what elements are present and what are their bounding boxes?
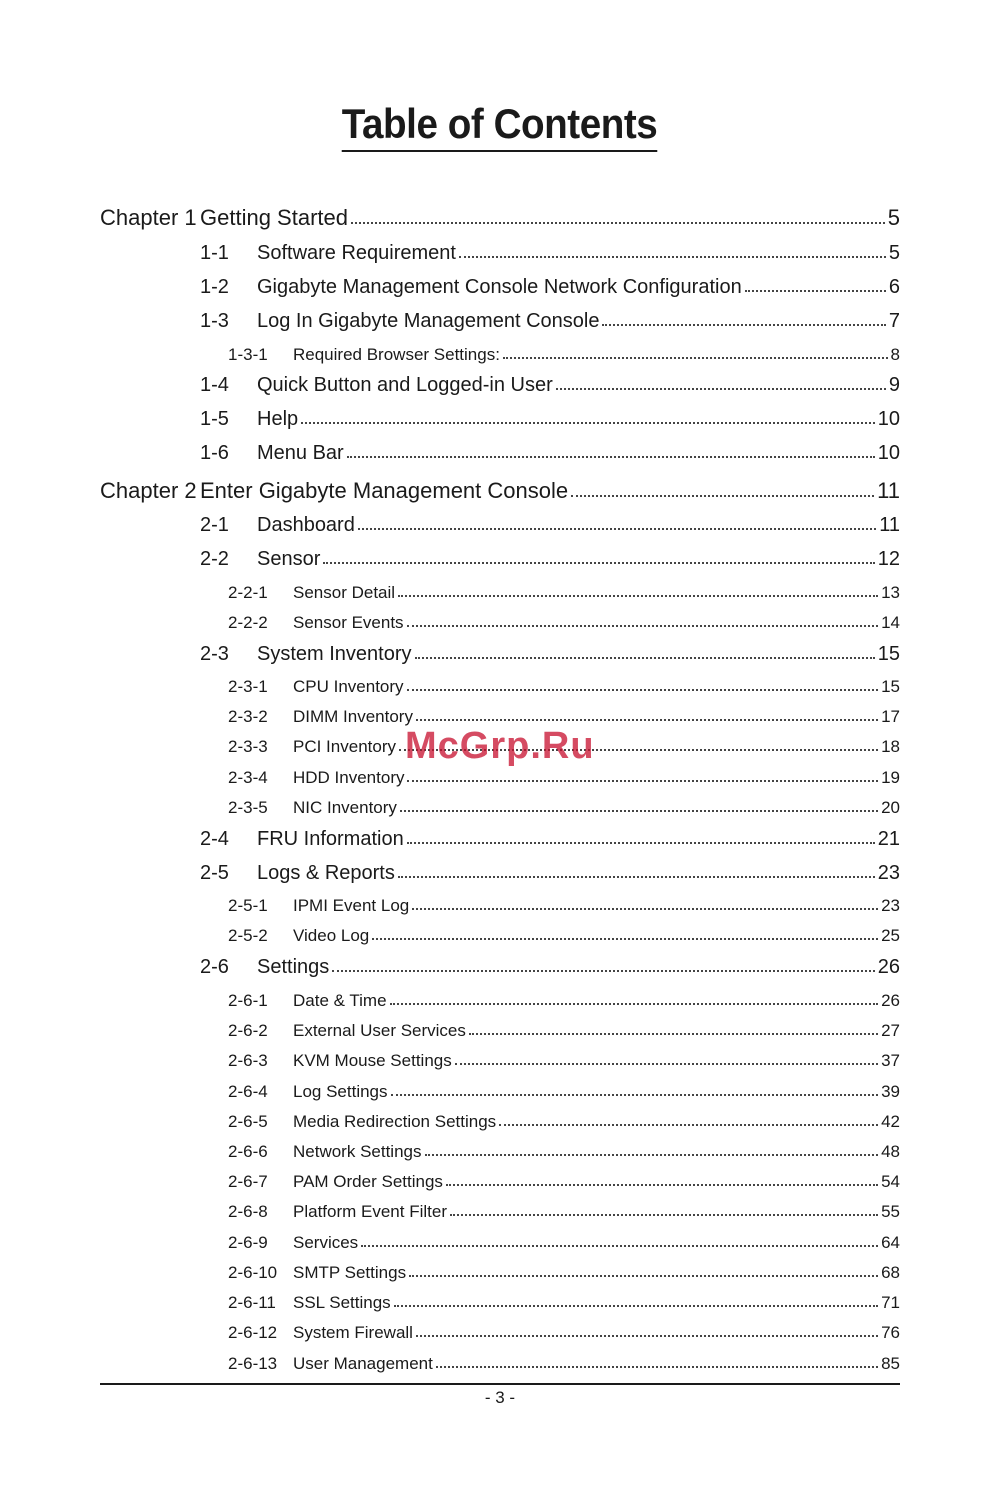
toc-entry-number: 2-6-12	[228, 1323, 278, 1342]
dot-leader	[372, 938, 878, 940]
toc-entry-page: 10	[877, 442, 900, 464]
dot-leader	[394, 1305, 878, 1307]
dot-leader	[459, 256, 886, 258]
dot-leader	[469, 1033, 878, 1035]
dot-leader	[400, 810, 878, 812]
toc-entry-label: Sensor	[257, 548, 321, 570]
toc-entry-number: 2-6-9	[228, 1233, 268, 1252]
dot-leader	[398, 595, 878, 597]
toc-entry-label: Quick Button and Logged-in User	[257, 374, 553, 396]
toc-entry-page: 19	[881, 768, 900, 787]
toc-entry[interactable]	[200, 242, 900, 265]
toc-entry-page: 37	[881, 1051, 900, 1070]
toc-entry-number: 2-3-4	[228, 768, 268, 787]
toc-entry-label: Sensor Detail	[293, 583, 396, 602]
toc-entry[interactable]	[228, 613, 900, 633]
dot-leader	[450, 1214, 878, 1216]
toc-entry[interactable]	[228, 896, 900, 916]
toc-entry-number: 1-4	[200, 374, 229, 396]
toc-entry[interactable]	[228, 677, 900, 697]
dot-leader	[398, 876, 875, 878]
dot-leader	[455, 1063, 878, 1065]
toc-entry-number: 2-2-2	[228, 613, 268, 632]
toc-entry-page: 21	[877, 828, 900, 850]
toc-entry-number: 2-3-5	[228, 798, 268, 817]
toc-entry-label: Software Requirement	[257, 242, 456, 264]
toc-entry[interactable]	[228, 1172, 900, 1192]
toc-entry-label: DIMM Inventory	[293, 707, 413, 726]
toc-entry-page: 54	[881, 1172, 900, 1191]
toc-entry[interactable]	[228, 926, 900, 946]
toc-entry-number: 2-6-1	[228, 991, 268, 1010]
toc-entry-page: 39	[881, 1082, 900, 1101]
toc-entry-number: 2-4	[200, 828, 229, 850]
toc-entry-number: 1-3-1	[228, 345, 268, 364]
toc-entry-label: Video Log	[293, 926, 370, 945]
toc-entry-number: 2-6-2	[228, 1021, 268, 1040]
toc-entry-number: 1-5	[200, 408, 229, 430]
toc-entry-page: 5	[887, 205, 900, 230]
toc-entry-label: KVM Mouse Settings	[293, 1051, 452, 1070]
toc-entry-page: 12	[877, 548, 900, 570]
watermark: McGrp.Ru	[405, 725, 595, 767]
dot-leader	[556, 388, 886, 390]
dot-leader	[332, 970, 874, 972]
toc-entry-number: 2-2	[200, 548, 229, 570]
dot-leader	[347, 456, 875, 458]
toc-entry-number: 2-6-11	[228, 1293, 276, 1312]
dot-leader	[407, 689, 879, 691]
toc-entry-page: 71	[881, 1293, 900, 1312]
toc-entry-page: 9	[888, 374, 900, 396]
toc-entry-number: 2-6	[200, 956, 229, 978]
toc-entry-label: External User Services	[293, 1021, 466, 1040]
toc-entry-label: Menu Bar	[257, 442, 344, 464]
toc-entry-number: 2-3-2	[228, 707, 268, 726]
toc-entry-label: Gigabyte Management Console Network Configuration	[257, 276, 742, 298]
toc-entry-number: 2-3-3	[228, 737, 268, 756]
dot-leader	[416, 1335, 878, 1337]
dot-leader	[415, 657, 875, 659]
toc-entry-number: 2-6-3	[228, 1051, 268, 1070]
toc-entry-label: Required Browser Settings:	[293, 345, 500, 364]
toc-entry-number: 2-6-5	[228, 1112, 268, 1131]
toc-entry[interactable]	[200, 276, 900, 299]
toc-entry-label: HDD Inventory	[293, 768, 405, 787]
toc-entry[interactable]	[200, 862, 900, 885]
toc-entry-label: Settings	[257, 956, 330, 978]
toc-entry-page: 48	[881, 1142, 900, 1161]
toc-entry-label: NIC Inventory	[293, 798, 397, 817]
toc-entry-page: 17	[881, 707, 900, 726]
toc-entry-number: 1-2	[200, 276, 229, 298]
toc-entry-label: SSL Settings	[293, 1293, 391, 1312]
toc-entry-label: IPMI Event Log	[293, 896, 410, 915]
toc-entry-label: Log In Gigabyte Management Console	[257, 310, 600, 332]
dot-leader	[407, 842, 875, 844]
toc-entry[interactable]	[200, 643, 900, 666]
toc-entry[interactable]	[228, 1323, 900, 1343]
dot-leader	[436, 1366, 878, 1368]
dot-leader	[351, 222, 885, 224]
toc-entry-number: 1-3	[200, 310, 229, 332]
toc-entry-page: 15	[881, 677, 900, 696]
toc-entry[interactable]	[228, 1142, 900, 1162]
toc-entry-label: Services	[293, 1233, 359, 1252]
toc-entry-page: 13	[881, 583, 900, 602]
toc-entry-page: 27	[881, 1021, 900, 1040]
toc-entry[interactable]	[228, 345, 900, 365]
toc-entry-label: User Management	[293, 1354, 433, 1373]
page-title: Table of Contents	[342, 100, 658, 152]
page-title-wrap	[0, 100, 1000, 152]
toc-entry-number: Chapter 2	[100, 478, 197, 503]
toc-entry-page: 5	[888, 242, 900, 264]
toc-entry[interactable]	[200, 828, 900, 851]
toc-entry[interactable]	[228, 707, 900, 727]
dot-leader	[407, 780, 878, 782]
toc-entry-number: 2-5-2	[228, 926, 268, 945]
toc-entry-number: 2-2-1	[228, 583, 268, 602]
toc-entry-number: 2-6-13	[228, 1354, 278, 1373]
toc-entry-number: 2-3-1	[228, 677, 268, 696]
dot-leader	[361, 1245, 878, 1247]
toc-entry-page: 76	[881, 1323, 900, 1342]
dot-leader	[416, 719, 878, 721]
toc-entry-label: Enter Gigabyte Management Console	[200, 478, 569, 503]
toc-entry-page: 20	[881, 798, 900, 817]
toc-entry-label: Network Settings	[293, 1142, 422, 1161]
toc-entry-number: Chapter 1	[100, 205, 197, 230]
footer-rule	[100, 1383, 900, 1385]
toc-entry-label: Help	[257, 408, 299, 430]
toc-entry-number: 2-5	[200, 862, 229, 884]
toc-entry-page: 23	[877, 862, 900, 884]
toc-entry-label: SMTP Settings	[293, 1263, 407, 1282]
toc-entry[interactable]	[228, 1233, 900, 1253]
toc-entry-number: 2-5-1	[228, 896, 268, 915]
dot-leader	[391, 1094, 879, 1096]
toc-entry-label: PCI Inventory	[293, 737, 396, 756]
toc-entry-label: Sensor Events	[293, 613, 404, 632]
dot-leader	[745, 290, 886, 292]
dot-leader	[499, 1124, 878, 1126]
toc-entry[interactable]	[228, 1082, 900, 1102]
toc-entry-label: Logs & Reports	[257, 862, 395, 884]
toc-entry[interactable]	[200, 514, 900, 537]
dot-leader	[409, 1275, 878, 1277]
toc-entry-label: Platform Event Filter	[293, 1202, 447, 1221]
toc-entry[interactable]	[228, 1202, 900, 1222]
toc-entry[interactable]	[100, 478, 900, 504]
toc-entry[interactable]	[228, 1021, 900, 1041]
dot-leader	[446, 1184, 878, 1186]
toc-entry-page: 18	[881, 737, 900, 756]
dot-leader	[390, 1003, 879, 1005]
toc-entry-page: 64	[881, 1233, 900, 1252]
toc-entry[interactable]	[200, 548, 900, 571]
toc-entry-label: CPU Inventory	[293, 677, 404, 696]
toc-entry-page: 15	[877, 643, 900, 665]
toc-entry-label: FRU Information	[257, 828, 404, 850]
toc-entry-label: Date & Time	[293, 991, 387, 1010]
toc-entry[interactable]	[228, 991, 900, 1011]
dot-leader	[407, 625, 879, 627]
dot-leader	[425, 1154, 879, 1156]
toc-entry-number: 2-6-8	[228, 1202, 268, 1221]
toc-entry[interactable]	[100, 205, 900, 231]
toc-entry-label: Getting Started	[200, 205, 348, 230]
toc-entry[interactable]	[200, 442, 900, 465]
toc-entry-number: 2-6-7	[228, 1172, 268, 1191]
toc-entry-page: 6	[888, 276, 900, 298]
toc-entry[interactable]	[228, 1263, 900, 1283]
toc-entry-page: 55	[881, 1202, 900, 1221]
toc-entry-label: Media Redirection Settings	[293, 1112, 497, 1131]
toc-entry-number: 1-6	[200, 442, 229, 464]
toc-entry-page: 26	[877, 956, 900, 978]
toc-entry-label: PAM Order Settings	[293, 1172, 443, 1191]
toc-entry-page: 11	[877, 478, 900, 503]
toc-entry-page: 25	[881, 926, 900, 945]
toc-entry[interactable]	[228, 1354, 900, 1374]
toc-entry-page: 26	[881, 991, 900, 1010]
toc-entry-page: 11	[879, 514, 900, 536]
toc-entry-number: 2-6-4	[228, 1082, 268, 1101]
toc-entry-page: 42	[881, 1112, 900, 1131]
dot-leader	[301, 422, 875, 424]
dot-leader	[323, 562, 874, 564]
toc-entry[interactable]	[228, 583, 900, 603]
toc-entry-label: System Firewall	[293, 1323, 413, 1342]
toc-entry[interactable]	[200, 374, 900, 397]
dot-leader	[571, 495, 874, 497]
toc-entry[interactable]	[228, 1112, 900, 1132]
toc-entry[interactable]	[200, 310, 900, 333]
toc-entry-number: 2-3	[200, 643, 229, 665]
dot-leader	[358, 528, 876, 530]
toc-entry-number: 2-6-10	[228, 1263, 278, 1282]
toc-entry[interactable]	[228, 768, 900, 788]
toc-entry[interactable]	[228, 1293, 900, 1313]
toc-entry-page: 85	[881, 1354, 900, 1373]
toc-entry-page: 7	[888, 310, 900, 332]
toc-entry-page: 68	[881, 1263, 900, 1282]
toc-entry[interactable]	[200, 408, 900, 431]
toc-entry-page: 10	[877, 408, 900, 430]
page-number: - 3 -	[484, 1388, 516, 1407]
dot-leader	[412, 908, 878, 910]
toc-entry-number: 2-6-6	[228, 1142, 268, 1161]
dot-leader	[602, 324, 885, 326]
toc-entry-label: System Inventory	[257, 643, 412, 665]
toc-entry-number: 1-1	[200, 242, 229, 264]
toc-entry-number: 2-1	[200, 514, 229, 536]
toc-entry-page: 14	[881, 613, 900, 632]
toc-entry-label: Log Settings	[293, 1082, 388, 1101]
toc-entry-page: 8	[890, 345, 900, 364]
dot-leader	[503, 357, 888, 359]
toc-entry[interactable]	[228, 798, 900, 818]
toc-entry-page: 23	[881, 896, 900, 915]
toc-entry[interactable]	[228, 1051, 900, 1071]
toc-entry[interactable]	[200, 956, 900, 979]
toc-entry-label: Dashboard	[257, 514, 355, 536]
